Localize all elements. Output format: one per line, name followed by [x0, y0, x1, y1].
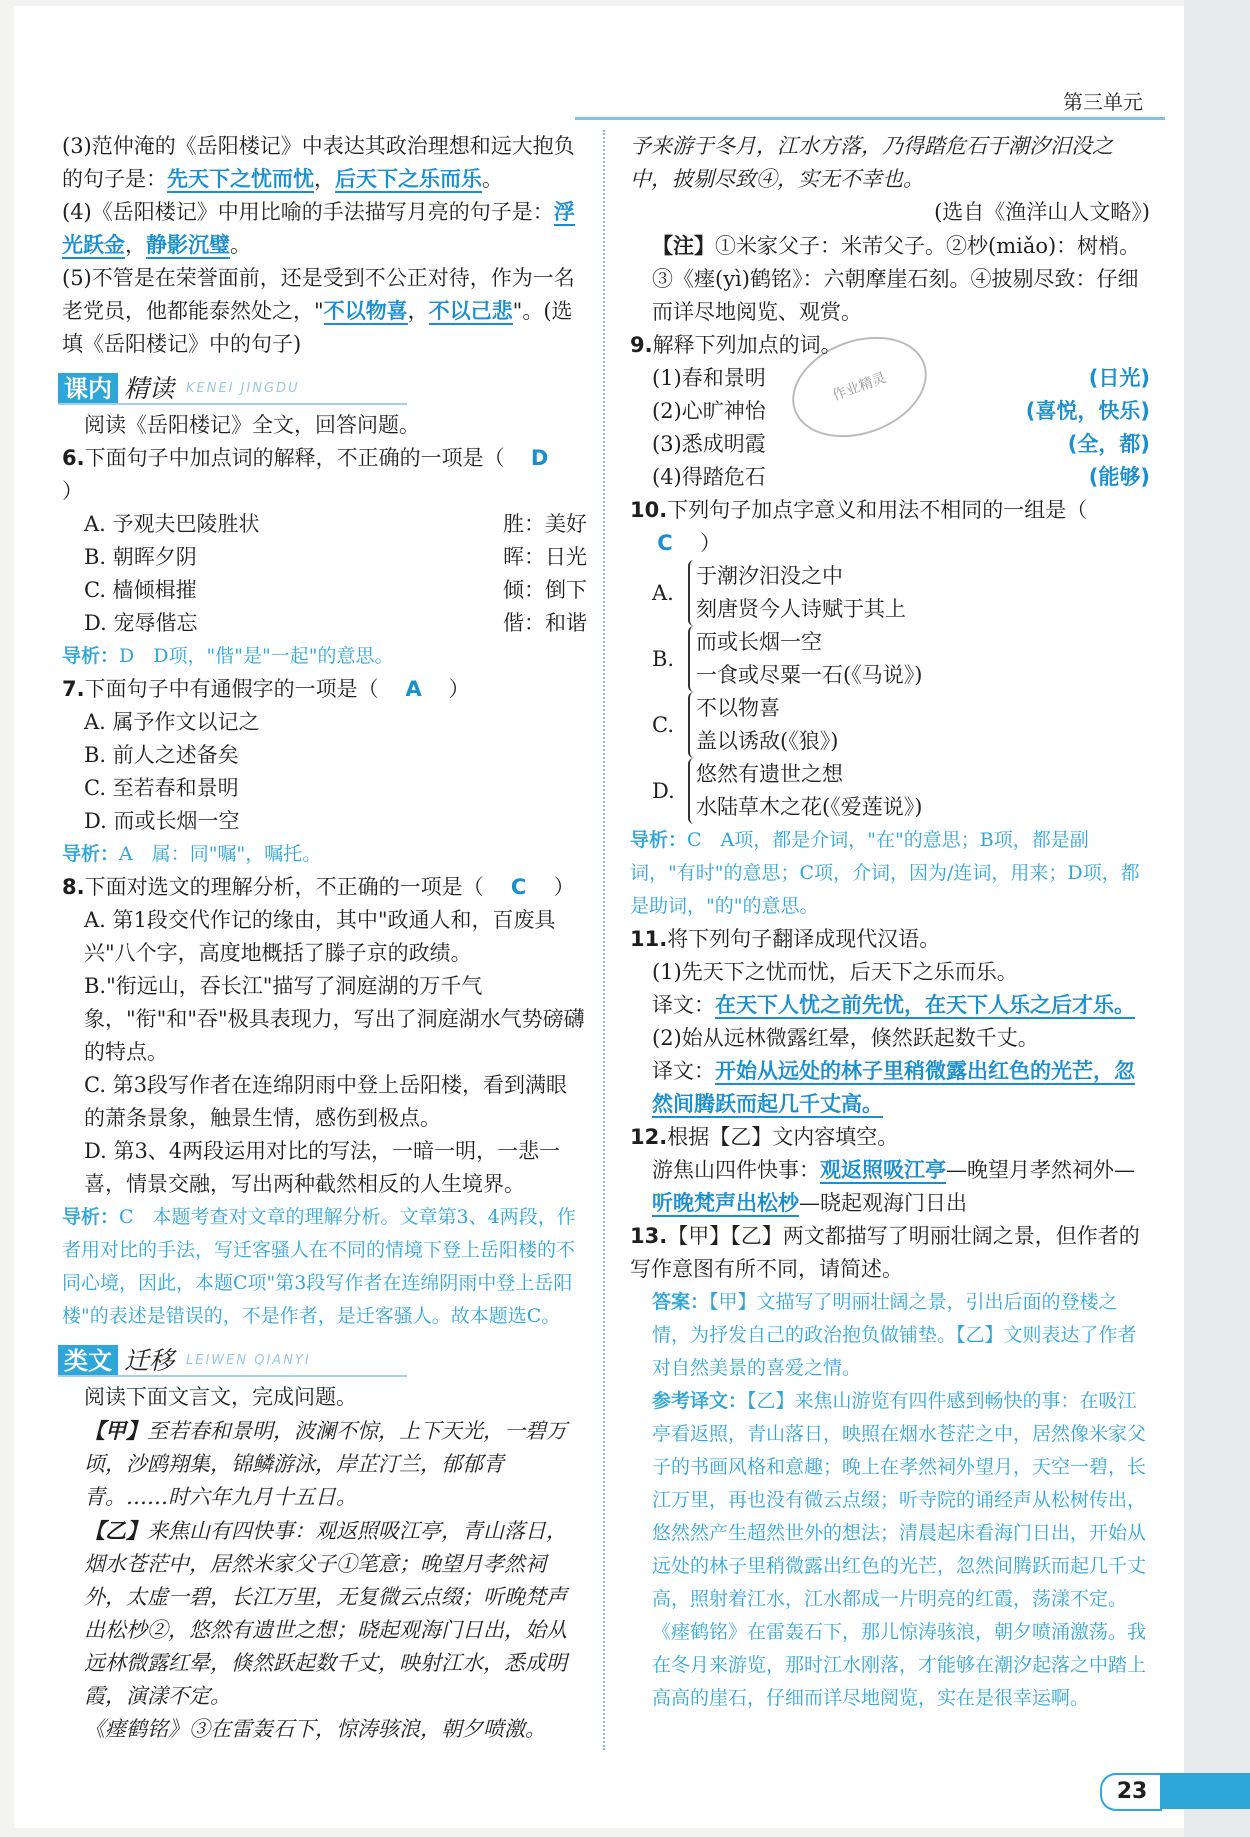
q11-translation-2: 译文：开始从远处的林子里稍微露出红色的光芒，忽然间腾跃而起几千丈高。	[652, 1059, 1135, 1116]
section-badge: 课内	[58, 373, 118, 405]
q10-group-a: A. 于潮汐汨没之中 刻唐贤今人诗赋于其上	[630, 560, 1150, 626]
q12-fill: 游焦山四件快事：观返照吸江亭—晚望月孝然祠外—听晚梵声出松杪—晓起观海门日出	[652, 1158, 1135, 1215]
section-title: 精读	[124, 374, 175, 403]
q7-analysis: 导析：A 属：同"嘱"，嘱托。	[62, 843, 322, 865]
q8-option-b: B."衔远山，吞长江"描写了洞庭湖的万千气象，"衔"和"吞"极具表现力，写出了洞庭湖水气势磅礴的特点。	[84, 974, 585, 1064]
watermark-stamp: 作业精灵	[778, 319, 941, 455]
q10-stem: 10.下列句子加点字意义和用法不相同的一组是（C ）	[630, 498, 1088, 555]
q3: (3)范仲淹的《岳阳楼记》中表达其政治理想和远大抱负的句子是：先天下之忧而忧，后天下之乐而乐。	[62, 134, 575, 191]
q7-option-d: D. 而或长烟一空	[84, 809, 240, 833]
q13-stem: 13.【甲】【乙】两文都描写了明丽壮阔之景，但作者的写作意图有所不同，请简述。	[630, 1224, 1140, 1281]
left-column	[62, 130, 587, 1746]
page-edge	[1184, 0, 1250, 1837]
q10-group-d: D. 悠然有遗世之想 水陆草木之花(《爱莲说》)	[630, 758, 1150, 824]
q13-answer: 答案：【甲】文描写了明丽壮阔之景，引出后面的登楼之情，为抒发自己的政治抱负做铺垫。【乙】文则表达了作者对自然美景的喜爱之情。	[652, 1291, 1137, 1379]
section-leiwen-qianyi	[58, 1339, 587, 1377]
q8-option-c: C. 第3段写作者在连绵阴雨中登上岳阳楼，看到满眼的萧条景象，触景生情，感伤到极点。	[84, 1073, 568, 1130]
q9-item-2: (2)心旷神怡 (喜悦，快乐)	[652, 399, 1150, 423]
passage-source: (选自《渔洋山人文略》)	[934, 200, 1150, 224]
q7-option-c: C. 至若春和景明	[84, 776, 239, 800]
q10-group-c: C. 不以物喜 盖以诱敌(《狼》)	[630, 692, 1150, 758]
q12-stem: 12.根据【乙】文内容填空。	[630, 1125, 899, 1149]
section-badge: 类文	[58, 1345, 118, 1377]
q8-stem: 8.下面对选文的理解分析，不正确的一项是（ C ）	[62, 875, 575, 899]
q7-option-b: B. 前人之述备矣	[84, 743, 239, 767]
q6-option-a: A. 予观夫巴陵胜状 胜：美好	[84, 512, 587, 536]
right-column	[630, 130, 1150, 1715]
q6-option-c: C. 樯倾楫摧 倾：倒下	[84, 578, 587, 602]
q4: (4)《岳阳楼记》中用比喻的手法描写月亮的句子是：浮光跃金，静影沉璧。	[62, 200, 575, 257]
q6-option-d: D. 宠辱偕忘 偕：和谐	[84, 611, 587, 635]
reading-intro: 阅读《岳阳楼记》全文，回答问题。	[84, 413, 420, 437]
q8-option-a: A. 第1段交代作记的缘由，其中"政通人和，百废具兴"八个字，高度地概括了滕子京的政绩。	[84, 908, 556, 965]
q11-sentence-2: (2)始从远林微露红晕，倏然跃起数千丈。	[652, 1026, 1039, 1050]
q5: (5)不管是在荣誉面前，还是受到不公正对待，作为一名老党员，他都能泰然处之，"不以物喜，不以己悲"。(选填《岳阳楼记》中的句子)	[62, 266, 575, 356]
passage-yi: 【乙】来焦山有四快事：观返照吸江亭，青山落日，烟水苍茫中，居然米家父子①笔意；晚望月孝然祠外，太虚一碧，长江万里，无复微云点缀；听晚梵声出松杪②，悠然有遗世之想；晓起观海门日出，始从远林微露红晕，倏然跃起数千丈，映射江水，悉成明霞，演漾不定。	[84, 1518, 567, 1708]
reading-intro-2: 阅读下面文言文，完成问题。	[84, 1385, 357, 1409]
section-rule	[58, 1375, 407, 1377]
q10-group-b: B. 而或长烟一空 一食或尽粟一石(《马说》)	[630, 626, 1150, 692]
column-divider	[603, 130, 605, 1750]
q8-analysis: 导析：C 本题考查对文章的理解分析。文章第3、4两段，作者用对比的手法，写迁客骚人在不同的情境下登上岳阳楼的不同心境，因此，本题C项"第3段写作者在连绵阴雨中登上岳阳楼"的表述是错误的，不是作者，是迁客骚人。故本题选C。	[62, 1206, 576, 1327]
q6-option-b: B. 朝晖夕阴 晖：日光	[84, 545, 587, 569]
q13-reference-2: 《瘗鹤铭》在雷轰石下，那儿惊涛骇浪，朝夕喷涌激荡。我在冬月来游览，那时江水刚落，才能够在潮汐起落之中踏上高高的崖石，仔细而详尽地阅览，实在是很幸运啊。	[652, 1621, 1147, 1709]
q9-stem: 9.解释下列加点的词。	[630, 333, 842, 357]
q7-stem: 7.下面句子中有通假字的一项是（ A ）	[62, 677, 470, 701]
q9-item-3: (3)悉成明霞 (全，都)	[652, 432, 1150, 456]
q6-stem: 6.下面句子中加点词的解释，不正确的一项是（ D）	[62, 446, 549, 503]
q6-analysis: 导析：D D项，"偕"是"一起"的意思。	[62, 645, 394, 667]
q11-sentence-1: (1)先天下之忧而忧，后天下之乐而乐。	[652, 960, 1018, 984]
section-pinyin: KENEI JINGDU	[186, 381, 300, 396]
q11-stem: 11.将下列句子翻译成现代汉语。	[630, 927, 941, 951]
q9-item-4: (4)得踏危石 (能够)	[652, 465, 1150, 489]
passage-yi-cont: 《瘗鹤铭》③在雷轰石下，惊涛骇浪，朝夕喷激。	[84, 1717, 546, 1741]
page-number-bar	[1160, 1773, 1250, 1809]
q11-translation-1: 译文：在天下人忧之前先忧，在天下人乐之后才乐。	[652, 993, 1135, 1017]
header-rule	[575, 117, 1165, 120]
passage-jia: 【甲】至若春和景明，波澜不惊，上下天光，一碧万顷，沙鸥翔集，锦鳞游泳，岸芷汀兰，郁郁青青。……时六年九月十五日。	[84, 1418, 567, 1509]
page-number: 23	[1100, 1773, 1162, 1811]
passage-yi-end: 予来游于冬月，江水方落，乃得踏危石于潮汐汨没之中，披剔尽致④，实无不幸也。	[630, 134, 1113, 191]
notes: 【注】①米家父子：米芾父子。②杪(miǎo)：树梢。③《瘗(yì)鹤铭》：六朝摩崖石刻。④披剔尽致：仔细而详尽地阅览、观赏。	[652, 233, 1141, 324]
section-pinyin: LEIWEN QIANYI	[186, 1353, 311, 1368]
q10-analysis: 导析：C A项，都是介词，"在"的意思；B项，都是副词，"有时"的意思；C项，介词，因为/连词，用来；D项，都是助词，"的"的意思。	[630, 829, 1140, 917]
q8-option-d: D. 第3、4两段运用对比的写法，一暗一明，一悲一喜，情景交融，写出两种截然相反的人生境界。	[84, 1139, 561, 1196]
section-title: 迁移	[124, 1346, 175, 1375]
section-kenei-jingdu	[58, 367, 587, 405]
q7-option-a: A. 属予作文以记之	[84, 710, 260, 734]
q13-reference: 参考译文：【乙】来焦山游览有四件感到畅快的事：在吸江亭看返照，青山落日，映照在烟水苍茫之中，居然像米家父子的书画风格和意趣；晚上在孝然祠外望月，天空一碧，长江万里，再也没有微云点缀；听寺院的诵经声从松树传出，悠然然产生超然世外的想法；清晨起床看海门日出，开始从远处的林子里稍微露出红色的光芒，忽然间腾跃而起几千丈高，照射着江水，江水都成一片明亮的红霞，荡漾不定。	[652, 1390, 1147, 1610]
q9-item-1: (1)春和景明 (日光)	[652, 366, 1150, 390]
section-rule	[58, 403, 407, 405]
unit-header: 第三单元	[1063, 90, 1143, 114]
